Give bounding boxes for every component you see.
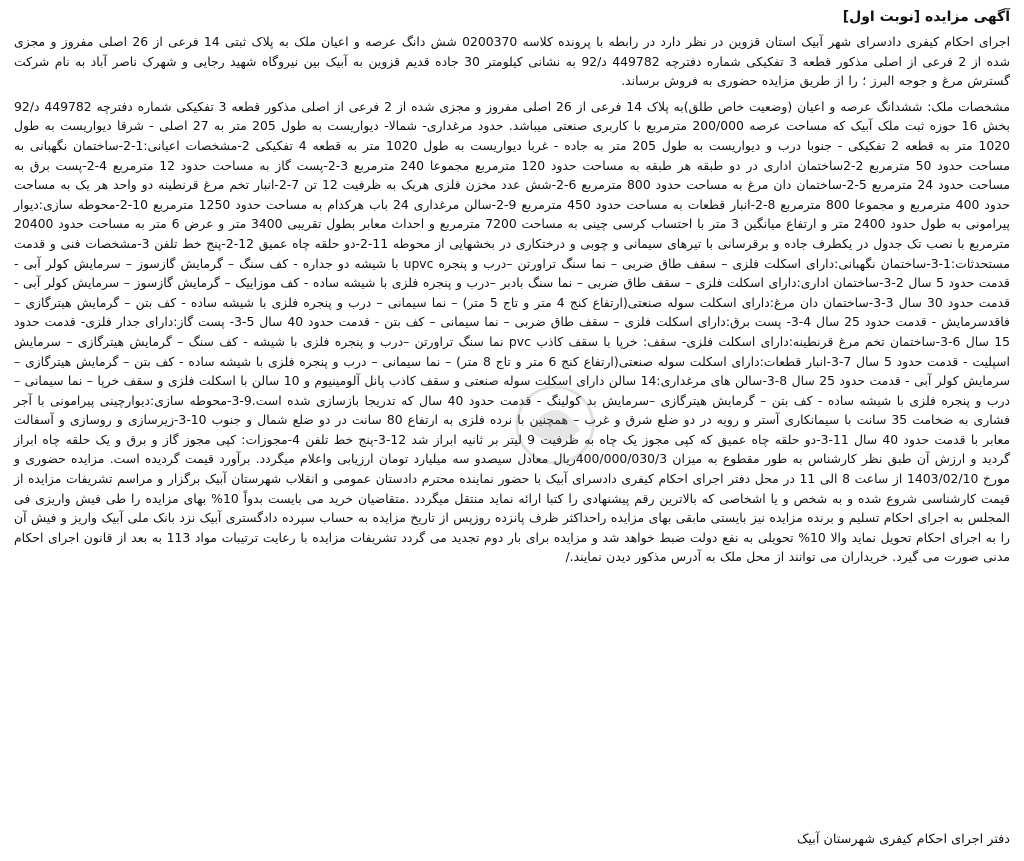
notice-title: آگهی مزایده [نوبت اول] (842, 9, 1010, 25)
notice-intro-paragraph: اجرای احکام کیفری دادسرای شهر آبیک استان قزوین در نظر دارد در رابطه با پرونده کلاسه 0200370 شش دانگ عرصه و اعیان ملک به پلاک ثبتی 14 فرعی از 26 اصلی مفروز و مجزی شده از 2 فرعی از اصلی مذکور قطعه 3 تفکیکی شماره دفترچه 449782 د/92 به نشانی کیلومتر 30 جاده قدیم قزوین به آبیک بین نیروگاه شهید رجایی و شهرک ناصر آباد به نام شرکت گسترش مرغ و جوجه البرز ؛ را از طریق مزایده حضوری به فروش برساند. (14, 34, 1011, 89)
notice-footer-signature: دفتر اجرای احکام کیفری شهرستان آبیک (796, 832, 1010, 847)
notice-body-paragraph: مشخصات ملک: ششدانگ عرصه و اعیان (وضعیت خاص طلق)به پلاک 14 فرعی از 26 اصلی مفروز و مجزی شده از 2 فرعی از اصلی مذکور قطعه 3 تفکیکی شماره دفترچه 449782 د/92 بخش 16 حوزه ثبت ملک آبیک که مساحت عرصه 200/000 مترمربع با کاربری صنعتی میباشد. حدود مرغداری- شمالا- دیواریست به طول 205 متر به 27 اصلی - شرقا دیواریست به طول 1020 متر به قطعه 2 تفکیکی - جنوبا درب و دیواریست به طول 205 متر به جاده - غربا دیواریست به طول 1020 متر به قطعه 4 تفکیکی 2-مشخصات اعیانی:1-2-ساختمان نگهبانی به مساحت حدود 50 مترمربع 2-2ساختمان اداری در دو طبقه هر طبقه به مساحت حدود 120 مترمربع مجموعا 240 مترمربع 3-2-پست گاز به مساحت حدود 12 مترمربع 4-2-پست برق به مساحت حدود 24 مترمربع 5-2-ساختمان دان مرغ به مساحت حدود 800 مترمربع 6-2-شش عدد مخزن فلزی هریک به ظرفیت 12 تن 7-2-انبار تخم مرغ قرنطینه دو واحد هر یک به مساحت حدود 400 مترمربع و مجموعا 800 مترمربع 8-2-انبار قطعات به مساحت حدود 450 مترمربع 9-2-سالن مرغداری 24 باب هرکدام به مساحت حدود 1250 مترمربع 10-2-محوطه سازی:دیوار پیرامونی به طول حدود 2400 متر و ارتفاع میانگین 3 متر با احتساب کرسی چینی به مساحت 7200 مترمربع و احداث معابر بطول تقریبی 3400 متر و عرض 6 متر به مساحت حدود 20400 مترمربع با نصب تک جدول در یکطرف جاده و برقرسانی با تیرهای سیمانی و چوبی و درختکاری در بخشهایی از محوطه 11-2-دو حلقه چاه عمیق 12-2-پنج خط تلفن 3-مشخصات فنی و قدمت مستحدثات:1-3-ساختمان نگهبانی:دارای اسکلت فلزی – سقف طاق ضربی – نما سنگ تراورتن –درب و پنجره upvc با شیشه دو جداره - کف سنگ – گرمایش گازسوز – سرمایش کولر آبی - قدمت حدود 5 سال 2-3-ساختمان اداری:دارای اسکلت فلزی – سقف طاق ضربی – نما سنگ بادبر –درب و پنجره فلزی با شیشه ساده - کف موزاییک – گرمایش گازسوز – سرمایش کولر آبی - قدمت حدود 30 سال 3-3-ساختمان دان مرغ:دارای اسکلت سوله صنعتی(ارتفاع کنج 4 متر و تاج 5 متر) – نما سیمانی – درب و پنجره فلزی با شیشه ساده - کف بتن – گرمایش هیترگازی – فاقدسرمایش - قدمت حدود 25 سال 4-3- پست برق:دارای اسکلت فلزی – سقف طاق ضربی – نما سیمانی – کف بتن - قدمت حدود 40 سال 5-3- پست گاز:دارای جدار فلزی- قدمت حدود 15 سال 6-3-ساختمان تخم مرغ قرنطینه:دارای اسکلت فلزی- سقف: خرپا با سقف کاذب pvc نما سنگ تراورتن –درب و پنجره فلزی با شیشه - کف سنگ – گرمایش هیترگازی – سرمایش اسپلیت - قدمت حدود 5 سال 7-3-انبار قطعات:دارای اسکلت سوله صنعتی(ارتفاع کنج 6 متر و تاج 8 متر) – نما سیمانی – درب و پنجره فلزی با شیشه ساده - کف بتن – گرمایش هیترگازی – سرمایش کولر آبی - قدمت حدود 25 سال 8-3-سالن های مرغداری:14 سالن دارای اسکلت سوله صنعتی و سقف کاذب پانل آلومینیوم و 10 سالن با اسکلت فلزی و سقف خرپا – نما سیمانی – درب و پنجره فلزی با شیشه ساده - کف بتن – گرمایش هیترگازی –سرمایش بد کولینگ - قدمت حدود 40 سال که تدریجا بازسازی شده است.9-3-محوطه سازی:دیوارچینی پیرامونی با آجر فشاری به ضخامت 35 سانت با سیمانکاری آستر و رویه در دو ضلع شرق و غرب – همچنین با نرده فلزی به ارتفاع 80 سانت در دو ضلع شمال و جنوب 10-3-زیرسازی و روسازی و آسفالت معابر با قدمت حدود 40 سال 11-3-دو حلقه چاه عمیق که کپی مجوز یک چاه به ظرفیت 9 لیتر بر ثانیه ابراز شد 12-3-پنج خط تلفن 4-مجوزات: کپی مجوز گاز و برق و یک حلقه چاه ابراز گردید و ارزش آن طبق نظر کارشناس به طور مقطوع به میزان 400/000/030/3ریال معادل سیصدو سه میلیارد تومان ارزیابی واعلام میگردد. برآورد قیمت گردیده است. مزایده حضوری و مورخ 1403/02/10 از ساعت 8 الی 11 در محل دفتر اجرای احکام کیفری دادسرای آبیک با حضور نماینده محترم دادستان عمومی و انقلاب شهرستان آبیک برگزار و مراسم تشریفات مزایده از قیمت کارشناسی شروع شده و به شخص و یا اشخاصی که بالاترین رقم پیشنهادی را کتبا ارائه نماید منتقل میگردد .متقاضیان خرید می بایست بدواً 10% بهای مزایده را طی فیش واریزی فی المجلس به اجرای احکام تسلیم و برنده مزایده نیز بایستی مابقی بهای مزایده راحداکثر ظرف پانزده روزپس از تاریخ مزایده به حساب سپرده دادگستری آبیک نزد بانک ملی آبیک واریز و فیش آن را به اجرای احکام تحویل نماید والا 10% تحویلی به نفع دولت ضبط خواهد شد و مزایده برای بار دوم تجدید می گردد تشریفات مزایده با رعایت ترتیبات مواد 113 به بعد از قانون اجرای احکام مدنی صورت می گیرد. خریداران می توانند از محل ملک به آدرس مذکور دیدن نمایند./ (14, 98, 1011, 565)
